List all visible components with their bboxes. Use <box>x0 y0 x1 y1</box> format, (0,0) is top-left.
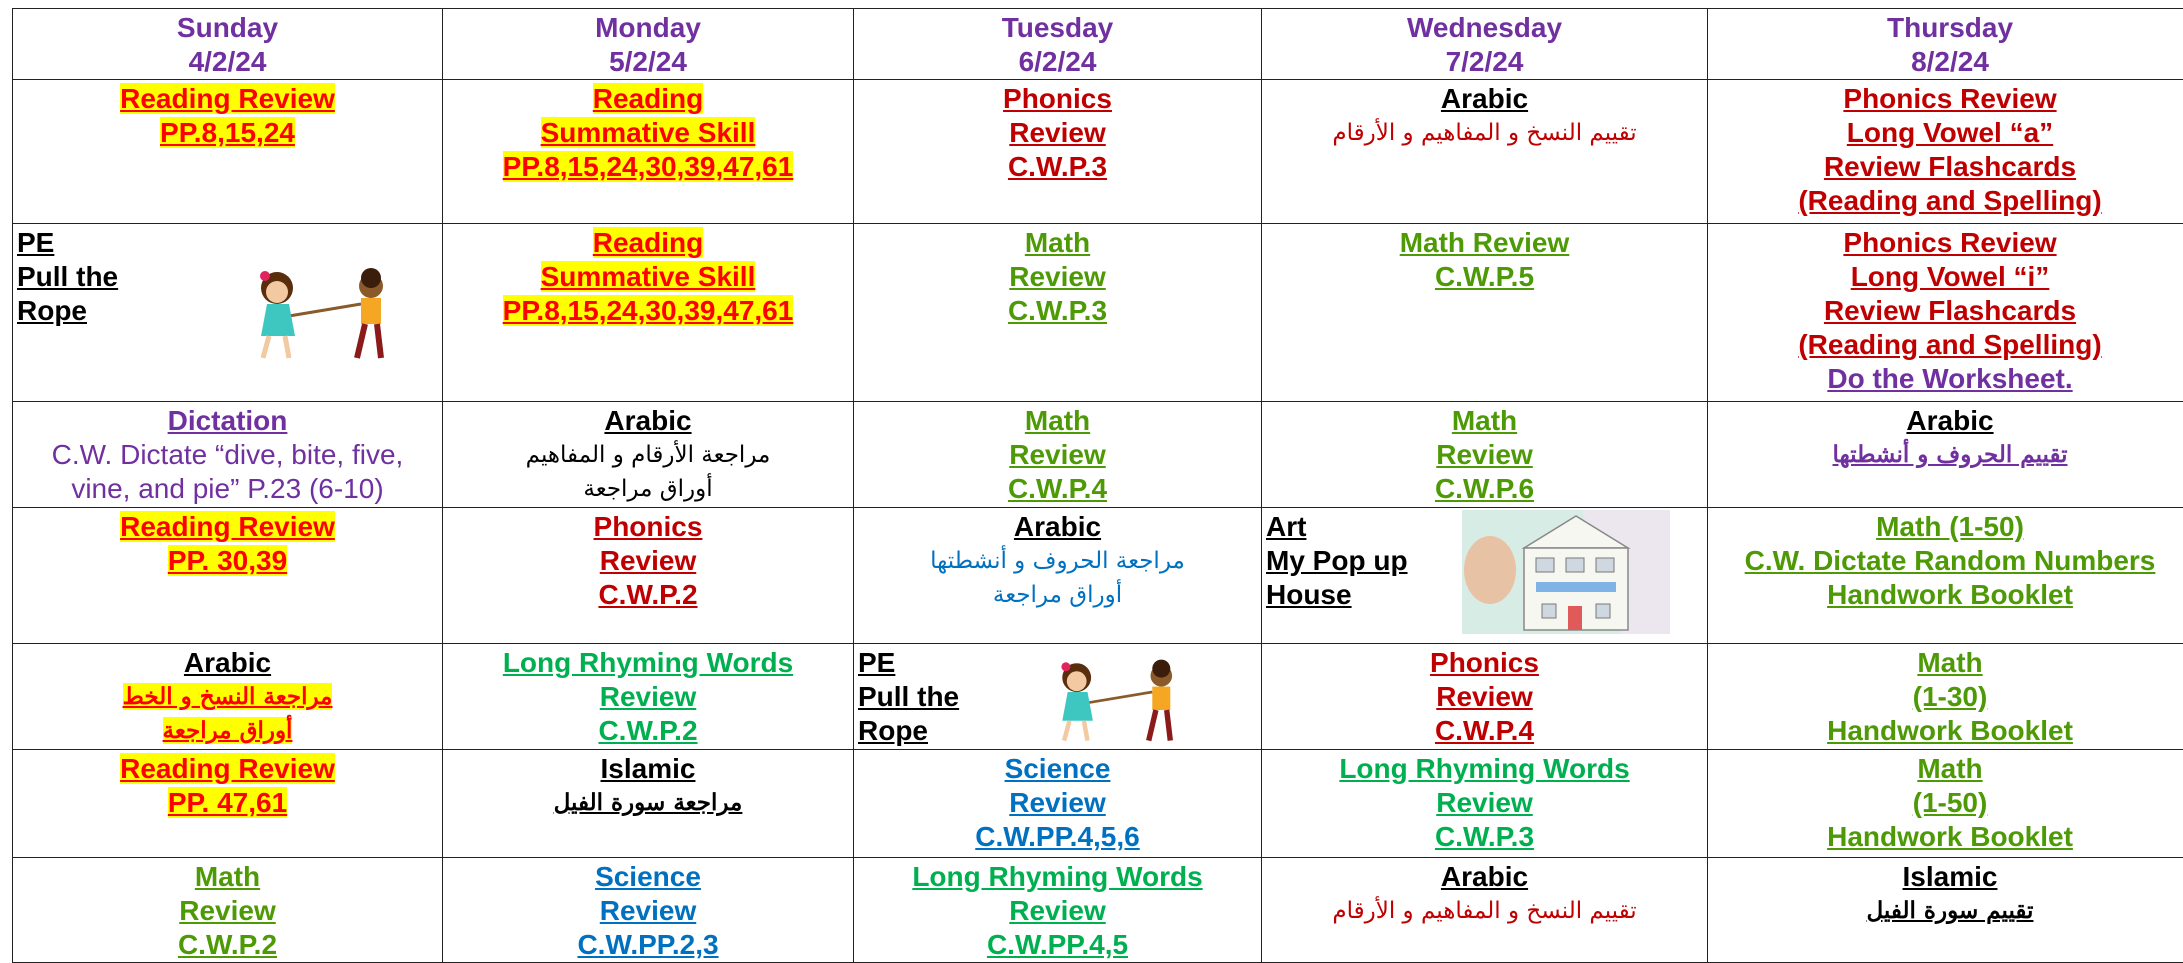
cell-monday: Long Rhyming Words Review C.W.P.2 <box>443 644 854 750</box>
cell-monday: Arabic مراجعة الأرقام و المفاهيم أوراق مراجعة <box>443 402 854 508</box>
cell-sunday: Reading Review PP.8,15,24 <box>13 80 443 224</box>
cell-tuesday: PE Pull the Rope <box>854 644 1262 750</box>
header-monday: Monday 5/2/24 <box>443 9 854 80</box>
header-row <box>13 9 2183 80</box>
cell-tuesday: Math Review C.W.P.3 <box>854 224 1262 402</box>
cell-sunday: Math Review C.W.P.2 <box>13 858 443 963</box>
cell-thursday: Math (1-50) C.W. Dictate Random Numbers Handwork Booklet <box>1708 508 2183 644</box>
cell-tuesday: Science Review C.W.PP.4,5,6 <box>854 750 1262 858</box>
cell-thursday: Arabic تقييم الحروف و أنشطتها <box>1708 402 2183 508</box>
table-row <box>13 750 2183 858</box>
cell-monday: Islamic مراجعة سورة الفيل <box>443 750 854 858</box>
cell-thursday: Islamic تقييم سورة الفيل <box>1708 858 2183 963</box>
cell-tuesday: Long Rhyming Words Review C.W.PP.4,5 <box>854 858 1262 963</box>
cell-wednesday: Long Rhyming Words Review C.W.P.3 <box>1262 750 1708 858</box>
cell-thursday: Phonics Review Long Vowel “i” Review Flashcards (Reading and Spelling) Do the Worksheet. <box>1708 224 2183 402</box>
cell-thursday: Math (1-30) Handwork Booklet <box>1708 644 2183 750</box>
cell-wednesday: Art My Pop up House <box>1262 508 1708 644</box>
table-row <box>13 508 2183 644</box>
cell-sunday: Reading Review PP. 47,61 <box>13 750 443 858</box>
header-sunday: Sunday 4/2/24 <box>13 9 443 80</box>
cell-thursday: Phonics Review Long Vowel “a” Review Flashcards (Reading and Spelling) <box>1708 80 2183 224</box>
cell-sunday: Reading Review PP. 30,39 <box>13 508 443 644</box>
kids-pulling-rope-illustration <box>249 264 399 364</box>
table-row <box>13 644 2183 750</box>
header-tuesday: Tuesday 6/2/24 <box>854 9 1262 80</box>
cell-wednesday: Arabic تقييم النسخ و المفاهيم و الأرقام <box>1262 858 1708 963</box>
header-thursday: Thursday 8/2/24 <box>1708 9 2183 80</box>
table-row <box>13 224 2183 402</box>
cell-tuesday: Math Review C.W.P.4 <box>854 402 1262 508</box>
cell-thursday: Math (1-50) Handwork Booklet <box>1708 750 2183 858</box>
cell-monday: Reading Summative Skill PP.8,15,24,30,39,47,61 <box>443 80 854 224</box>
cell-sunday: Dictation C.W. Dictate “dive, bite, five, vine, and pie” P.23 (6-10) <box>13 402 443 508</box>
weekly-schedule-table <box>12 8 2183 963</box>
cell-tuesday: Phonics Review C.W.P.3 <box>854 80 1262 224</box>
cell-wednesday: Math Review C.W.P.5 <box>1262 224 1708 402</box>
cell-wednesday: Phonics Review C.W.P.4 <box>1262 644 1708 750</box>
table-row <box>13 402 2183 508</box>
cell-wednesday: Arabic تقييم النسخ و المفاهيم و الأرقام <box>1262 80 1708 224</box>
pop-up-house-craft-photo <box>1462 510 1670 634</box>
table-row <box>13 80 2183 224</box>
cell-monday: Science Review C.W.PP.2,3 <box>443 858 854 963</box>
kids-pulling-rope-illustration <box>1044 656 1194 746</box>
cell-monday: Phonics Review C.W.P.2 <box>443 508 854 644</box>
cell-sunday: PE Pull the Rope <box>13 224 443 402</box>
table-row <box>13 858 2183 963</box>
cell-monday: Reading Summative Skill PP.8,15,24,30,39,47,61 <box>443 224 854 402</box>
cell-wednesday: Math Review C.W.P.6 <box>1262 402 1708 508</box>
cell-sunday: Arabic مراجعة النسخ و الخط أوراق مراجعة <box>13 644 443 750</box>
cell-tuesday: Arabic مراجعة الحروف و أنشطتها أوراق مراجعة <box>854 508 1262 644</box>
header-wednesday: Wednesday 7/2/24 <box>1262 9 1708 80</box>
